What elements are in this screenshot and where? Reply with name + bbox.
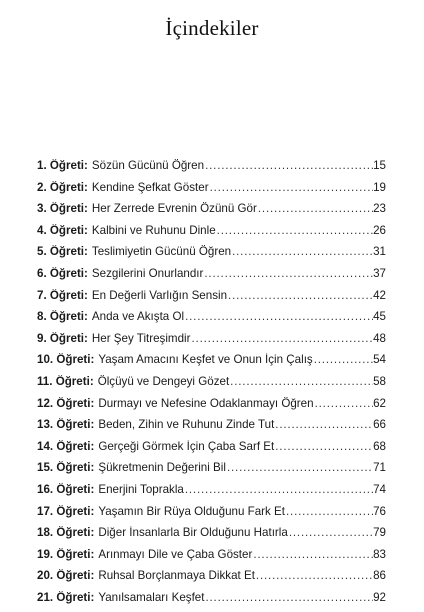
- toc-entry-page-number: 76: [373, 504, 386, 518]
- toc-entry-title: Ölçüyü ve Dengeyi Gözet: [97, 374, 230, 388]
- toc-entry-number: 16. Öğreti:: [37, 482, 95, 496]
- toc-entry-number: 3. Öğreti:: [37, 202, 88, 216]
- toc-entry-page-number: 68: [373, 439, 386, 453]
- toc-entry-page-number: 48: [373, 331, 386, 345]
- toc-entry: [37, 224, 386, 246]
- toc-entry-page-number: 37: [373, 266, 386, 280]
- dot-leader: [274, 418, 373, 431]
- toc-entry-number: 15. Öğreti:: [37, 461, 95, 475]
- toc-entry-number: 9. Öğreti:: [37, 331, 88, 345]
- toc-entry: [37, 310, 386, 332]
- toc-entry-title: Gerçeği Görmek İçin Çaba Sarf Et: [98, 439, 275, 453]
- toc-entry-page-number: 74: [373, 482, 386, 496]
- toc-entry-title: En Değerli Varlığın Sensin: [91, 288, 228, 302]
- toc-entry-number: 4. Öğreti:: [37, 223, 88, 237]
- toc-entry-page-number: 71: [373, 461, 386, 475]
- toc-entry: [37, 483, 386, 505]
- dot-leader: [204, 591, 373, 604]
- toc-entry-page-number: 92: [373, 590, 386, 604]
- toc-entry: [37, 202, 386, 224]
- toc-entry: [37, 353, 386, 375]
- toc-entry-title: Şükretmenin Değerini Bil: [98, 461, 226, 475]
- toc-entry-number: 6. Öğreti:: [37, 266, 88, 280]
- toc-entry: [37, 569, 386, 591]
- toc-entry: [37, 267, 386, 289]
- toc-entry-page-number: 31: [373, 245, 386, 259]
- toc-entry-page-number: 58: [373, 374, 386, 388]
- dot-leader: [231, 245, 373, 258]
- toc-entry: [37, 440, 386, 462]
- toc-entry-page-number: 42: [373, 288, 386, 302]
- toc-entry: [37, 245, 386, 267]
- toc-entry: [37, 526, 386, 548]
- toc-entry-title: Beden, Zihin ve Ruhunu Zinde Tut: [98, 418, 275, 432]
- toc-entry-number: 18. Öğreti:: [37, 526, 95, 540]
- toc-entry-page-number: 62: [373, 396, 386, 410]
- dot-leader: [285, 505, 373, 518]
- toc-entry-number: 17. Öğreti:: [37, 504, 95, 518]
- toc-entry: [37, 461, 386, 483]
- toc-entry-page-number: 45: [373, 310, 386, 324]
- toc-entry-page-number: 83: [373, 547, 386, 561]
- toc-entry-title: Sezgilerini Onurlandır: [91, 266, 204, 280]
- dot-leader: [227, 289, 373, 302]
- dot-leader: [209, 181, 374, 194]
- toc-entry-title: Yaşam Amacını Keşfet ve Onun İçin Çalış: [98, 353, 313, 367]
- toc-entry-page-number: 26: [373, 223, 386, 237]
- toc-entry: [37, 181, 386, 203]
- dot-leader: [204, 159, 373, 172]
- toc-entry: [37, 159, 386, 181]
- toc-entry-title: Enerjini Toprakla: [98, 482, 184, 496]
- toc-entry-title: Kendine Şefkat Göster: [91, 180, 209, 194]
- toc-entry-title: Anda ve Akışta Ol: [91, 310, 185, 324]
- toc-entry-page-number: 86: [373, 569, 386, 583]
- table-of-contents: [37, 159, 386, 612]
- dot-leader: [313, 353, 373, 366]
- toc-entry-number: 1. Öğreti:: [37, 159, 88, 172]
- dot-leader: [252, 548, 373, 561]
- toc-entry-page-number: 79: [373, 526, 386, 540]
- dot-leader: [288, 526, 373, 539]
- toc-entry-number: 13. Öğreti:: [37, 418, 95, 432]
- toc-entry-page-number: 23: [373, 202, 386, 216]
- toc-entry-title: Diğer İnsanlarla Bir Olduğunu Hatırla: [98, 526, 288, 540]
- toc-entry-title: Her Şey Titreşimdir: [91, 331, 191, 345]
- toc-entry-number: 2. Öğreti:: [37, 180, 88, 194]
- dot-leader: [314, 397, 374, 410]
- dot-leader: [226, 461, 373, 474]
- toc-entry-title: Teslimiyetin Gücünü Öğren: [91, 245, 232, 259]
- toc-entry-number: 10. Öğreti:: [37, 353, 95, 367]
- toc-entry-title: Her Zerrede Evrenin Özünü Gör: [91, 202, 257, 216]
- toc-entry: [37, 375, 386, 397]
- toc-entry-number: 11. Öğreti:: [37, 374, 94, 388]
- toc-entry-title: Sözün Gücünü Öğren: [91, 159, 205, 172]
- toc-entry-title: Arınmayı Dile ve Çaba Göster: [98, 547, 253, 561]
- toc-entry-number: 14. Öğreti:: [37, 439, 95, 453]
- toc-entry-page-number: 66: [373, 418, 386, 432]
- dot-leader: [257, 202, 373, 215]
- toc-entry-number: 20. Öğreti:: [37, 569, 95, 583]
- dot-leader: [184, 483, 373, 496]
- toc-entry: [37, 591, 386, 612]
- dot-leader: [229, 375, 373, 388]
- dot-leader: [184, 310, 373, 323]
- toc-entry: [37, 418, 386, 440]
- toc-entry-title: Ruhsal Borçlanmaya Dikkat Et: [98, 569, 255, 583]
- toc-entry-number: 8. Öğreti:: [37, 310, 88, 324]
- toc-entry-title: Yaşamın Bir Rüya Olduğunu Fark Et: [98, 504, 285, 518]
- dot-leader: [255, 569, 373, 582]
- toc-entry: [37, 332, 386, 354]
- dot-leader: [274, 440, 373, 453]
- toc-entry: [37, 505, 386, 527]
- toc-entry: [37, 548, 386, 570]
- toc-entry: [37, 397, 386, 419]
- toc-entry-number: 7. Öğreti:: [37, 288, 88, 302]
- toc-entry-page-number: 54: [373, 353, 386, 367]
- page-title: İçindekiler: [165, 16, 259, 41]
- toc-entry: [37, 289, 386, 311]
- toc-entry-page-number: 19: [373, 180, 386, 194]
- dot-leader: [203, 267, 373, 280]
- toc-entry-title: Kalbini ve Ruhunu Dinle: [91, 223, 216, 237]
- dot-leader: [190, 332, 373, 345]
- toc-entry-page-number: 15: [373, 159, 386, 172]
- toc-entry-number: 12. Öğreti:: [37, 396, 95, 410]
- toc-entry-number: 5. Öğreti:: [37, 245, 88, 259]
- toc-entry-number: 19. Öğreti:: [37, 547, 95, 561]
- toc-entry-number: 21. Öğreti:: [37, 590, 95, 604]
- toc-entry-title: Durmayı ve Nefesine Odaklanmayı Öğren: [98, 396, 314, 410]
- dot-leader: [216, 224, 373, 237]
- toc-entry-title: Yanılsamaları Keşfet: [98, 590, 205, 604]
